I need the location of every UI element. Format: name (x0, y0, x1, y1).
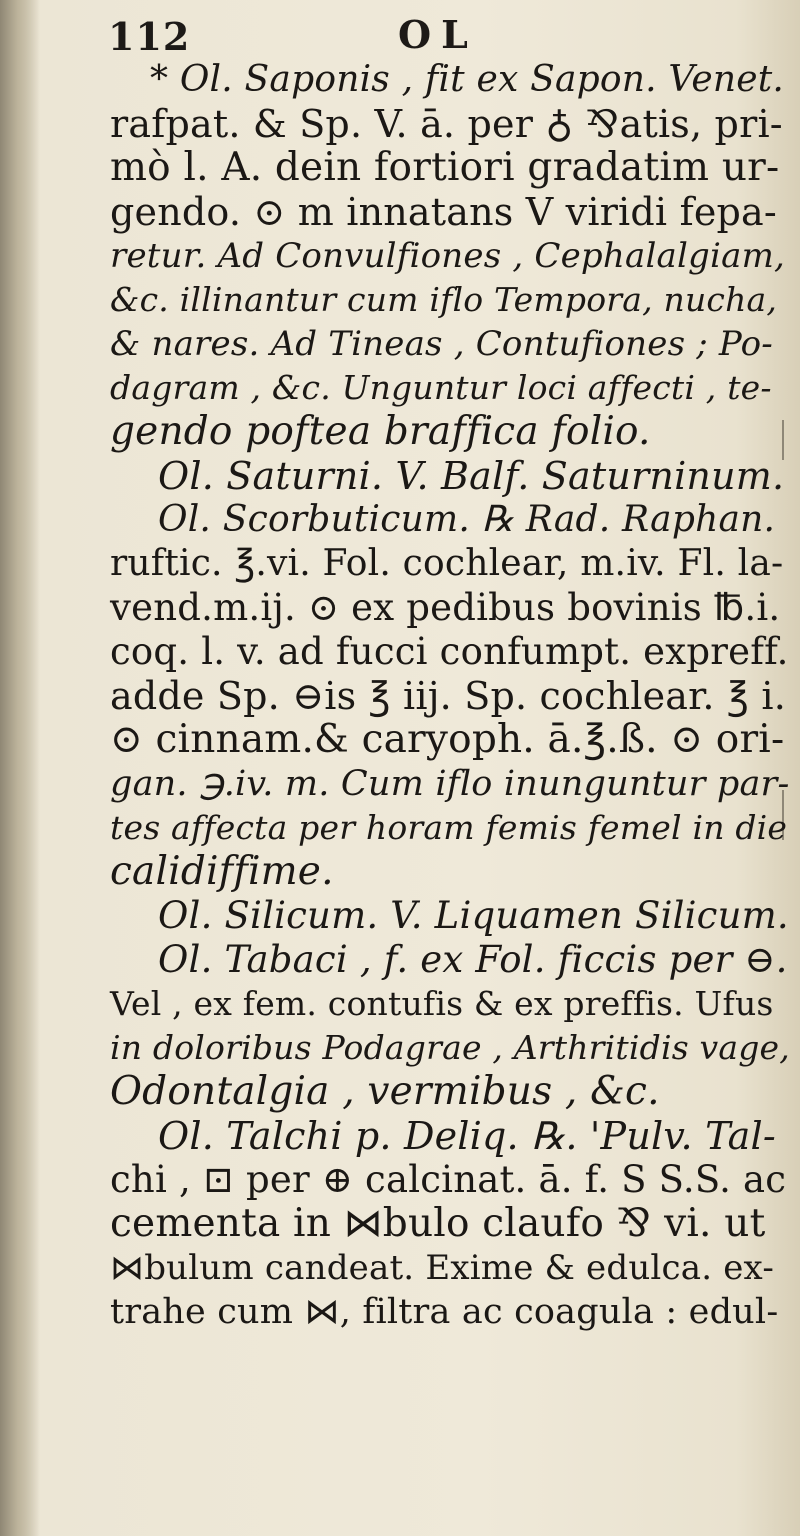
text-line: retur. Ad Convulfiones , Cephalalgiam, (110, 236, 786, 276)
text-line: adde Sp. ⊖is ℥ iij. Sp. cochlear. ℥ i. (110, 674, 786, 718)
running-head (108, 8, 800, 60)
text-line: coq. l. v. ad fucci confumpt. expreff. (110, 630, 789, 673)
text-line: Ol. Tabaci , f. ex Fol. ficcis per ⊖. (158, 938, 788, 981)
text-line: * Ol. Saponis , fit ex Sapon. Venet. (150, 59, 785, 100)
text-line: vend.m.ij. ⊙ ex pedibus bovinis ℔.i. (110, 586, 781, 629)
text-line: Ol. Scorbuticum. ℞ Rad. Raphan. (158, 499, 776, 540)
text-line: gendo poftea braffica folio. (110, 409, 651, 454)
text-line: trahe cum ⋈, filtra ac coagula : edul- (110, 1292, 779, 1332)
binding-shadow (0, 0, 40, 1536)
text-line: & nares. Ad Tineas , Contufiones ; Po- (110, 324, 773, 364)
running-head-word: OL (398, 12, 478, 57)
text-line: Ol. Saturni. V. Balf. Saturninum. (158, 454, 785, 498)
text-line: gendo. ⊙ m innatans V viridi fepa- (110, 190, 777, 234)
text-line: rafpat. & Sp. V. ā. per ♁ ⅋atis, pri- (110, 102, 783, 146)
text-line: Odontalgia , vermibus , &c. (110, 1069, 660, 1114)
text-line: chi , ⊡ per ⊕ calcinat. ā. f. S S.S. ac (110, 1158, 787, 1201)
text-line: Vel , ex fem. contufis & ex preffis. Ufus (110, 984, 774, 1023)
text-line: mò l. A. dein fortiori gradatim ur- (110, 145, 780, 190)
text-line: ruftic. ℥.vi. Fol. cochlear, m.iv. Fl. la- (110, 543, 784, 584)
text-line: gan. ℈.iv. m. Cum iflo inunguntur par- (110, 764, 790, 804)
text-line: calidiffime. (110, 849, 334, 894)
page-number: 112 (108, 14, 191, 59)
text-line: &c. illinantur cum iflo Tempora, nucha, (110, 280, 778, 319)
text-line: dagram , &c. Unguntur loci affecti , te- (110, 368, 772, 407)
text-line: cementa in ⋈bulo claufo ⅋ vi. ut (110, 1201, 766, 1246)
text-line: ⋈bulum candeat. Exime & edulca. ex- (110, 1248, 775, 1288)
text-line: ⊙ cinnam.& caryoph. ā.℥.ß. ⊙ ori- (110, 717, 785, 762)
text-line: tes affecta per horam femis femel in die (110, 808, 788, 847)
text-line: Ol. Talchi p. Deliq. ℞. 'Pulv. Tal- (158, 1114, 776, 1158)
text-line: in doloribus Podagrae , Arthritidis vage, (110, 1028, 790, 1067)
text-line: Ol. Silicum. V. Liquamen Silicum. (158, 894, 789, 937)
